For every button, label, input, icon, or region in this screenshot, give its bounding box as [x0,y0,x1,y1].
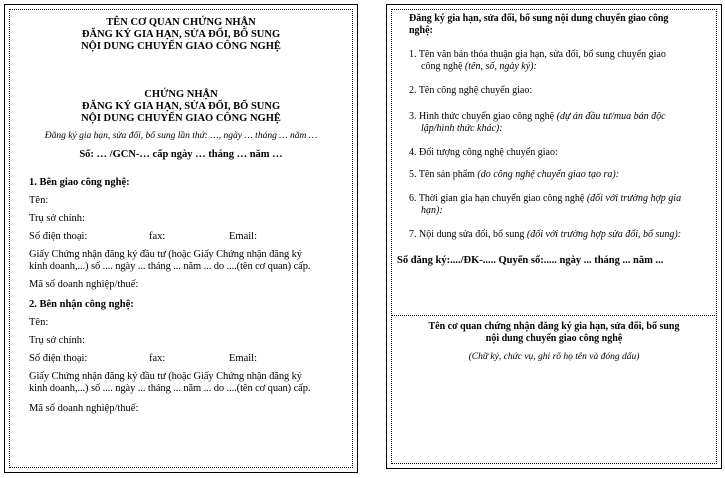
transferee-license-line2: kinh doanh,...) số .... ngày ... tháng ... năm ... do ....(tên cơ quan) cấp. [29,383,311,394]
transferor-email: Email: [229,231,257,242]
cert-title-line3: NỘI DUNG CHUYỂN GIAO CÔNG NGHỆ [81,113,281,124]
item-5-label: 5. Tên sản phẩm [409,169,478,180]
transferee-fax: fax: [149,353,166,364]
item-7-note: (đối với trường hợp sửa đổi, bổ sung): [526,229,682,240]
transferor-tax-code: Mã số doanh nghiệp/thuế: [29,279,139,290]
item-3-note1: (dự án đầu tư/mua bán độc [556,111,666,122]
item-6-note2: hạn): [421,205,443,216]
transferor-license-line2: kinh doanh,...) số .... ngày ... tháng ... năm ... do ....(tên cơ quan) cấp. [29,261,311,272]
agency-header-line2: ĐĂNG KÝ GIA HẠN, SỬA ĐỔI, BỔ SUNG [81,29,281,40]
left-page [4,4,358,473]
registration-round: Đăng ký gia hạn, sửa đổi, bổ sung lần thứ: …, ngày … tháng … năm … [44,131,318,141]
item-1-label-cont: công nghệ [421,61,465,72]
sign-note: (Chữ ký, chức vụ, ghi rõ họ tên và đóng dấu) [468,352,640,362]
right-page [386,4,722,469]
item-3-label: 3. Hình thức chuyển giao công nghệ [409,111,557,122]
item-1-note: (tên, số, ngày ký): [464,61,537,72]
transferee-heading: 2. Bên nhận công nghệ: [29,299,134,310]
sign-agency-line1: Tên cơ quan chứng nhận đăng ký gia hạn, sửa đổi, bổ sung [428,321,680,332]
item-7-label: 7. Nội dung sửa đổi, bổ sung [409,229,527,240]
right-heading-line2: nghệ: [409,25,433,36]
item-7-line1 [409,229,681,241]
item-3-note2: lập/hình thức khác): [421,123,503,134]
agency-header-line1: TÊN CƠ QUAN CHỨNG NHẬN [106,17,256,28]
item-1-line1: 1. Tên văn bản thỏa thuận gia hạn, sửa đổi, bổ sung chuyển giao [409,49,666,60]
item-1-line2 [421,61,537,73]
item-5-line1 [409,169,619,181]
cert-title-line2: ĐĂNG KÝ GIA HẠN, SỬA ĐỔI, BỔ SUNG [81,101,281,112]
item-6-note1: (đối với trường hợp gia [586,193,682,204]
transferee-address: Trụ sở chính: [29,335,85,346]
transferee-phone: Số điện thoại: [29,353,88,364]
item-6-label: 6. Thời gian gia hạn chuyển giao công nghệ [409,193,587,204]
transferee-name: Tên: [29,317,49,328]
item-5-note: (do công nghệ chuyển giao tạo ra): [477,169,620,180]
agency-header-line3: NỘI DUNG CHUYỂN GIAO CÔNG NGHỆ [81,41,281,52]
right-heading-line1: Đăng ký gia hạn, sửa đổi, bổ sung nội dung chuyển giao công [409,13,669,24]
item-3-line1 [409,111,666,123]
cert-number: Số: … /GCN-… cấp ngày … tháng … năm … [79,149,283,160]
transferor-address: Trụ sở chính: [29,213,85,224]
transferee-tax-code: Mã số doanh nghiệp/thuế: [29,403,139,414]
transferor-heading: 1. Bên giao công nghệ: [29,177,130,188]
transferor-phone: Số điện thoại: [29,231,88,242]
transferor-license-line1: Giấy Chứng nhận đăng ký đầu tư (hoặc Giấy Chứng nhận đăng ký [29,249,302,260]
item-4-line1: 4. Đối tượng công nghệ chuyển giao: [409,147,558,158]
item-2-line1: 2. Tên công nghệ chuyển giao: [409,85,533,96]
sign-agency-line2: nội dung chuyển giao công nghệ [485,333,623,344]
registration-number: Số đăng ký:..../ĐK-..... Quyển số:..... ngày ... tháng ... năm ... [397,255,664,266]
transferee-email: Email: [229,353,257,364]
transferee-license-line1: Giấy Chứng nhận đăng ký đầu tư (hoặc Giấy Chứng nhận đăng ký [29,371,302,382]
cert-title-line1: CHỨNG NHẬN [144,89,218,100]
section-divider [391,315,717,316]
transferor-fax: fax: [149,231,166,242]
transferor-name: Tên: [29,195,49,206]
item-6-line1 [409,193,681,205]
